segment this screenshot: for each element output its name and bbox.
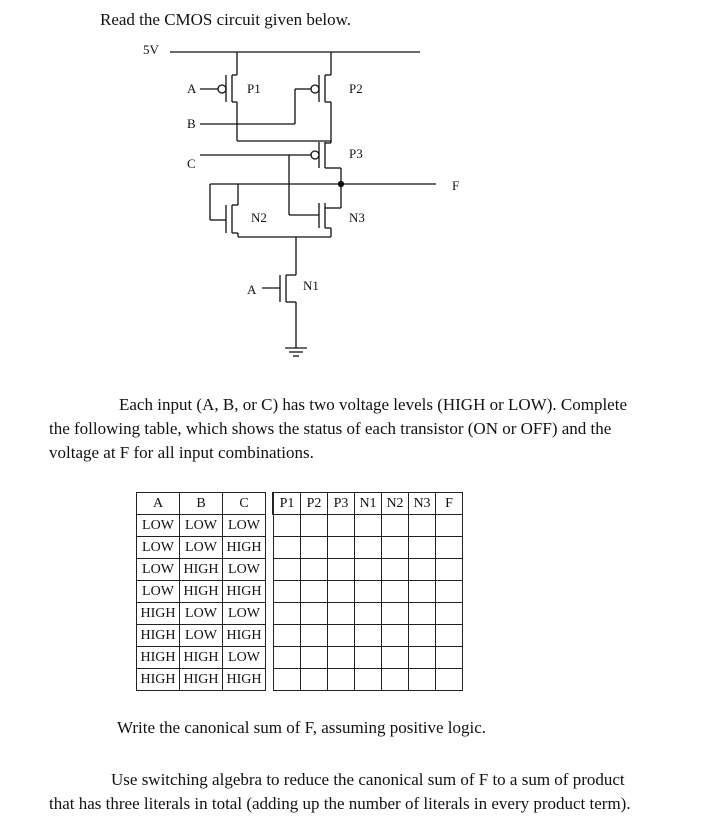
table-cell-blank[interactable]: [301, 669, 328, 691]
table-cell-blank[interactable]: [328, 515, 355, 537]
table-cell-input: LOW: [223, 515, 266, 537]
table-cell-input: LOW: [180, 537, 223, 559]
input-b-label: B: [187, 116, 196, 131]
table-cell-input: LOW: [137, 515, 180, 537]
n2-label: N2: [251, 210, 267, 225]
table-cell-blank[interactable]: [301, 581, 328, 603]
table-cell-input: LOW: [223, 603, 266, 625]
transistor-p3: [311, 141, 363, 208]
table-cell-blank[interactable]: [382, 581, 409, 603]
table-cell-input: LOW: [180, 625, 223, 647]
table-cell-input: HIGH: [137, 603, 180, 625]
table-cell-blank[interactable]: [355, 669, 382, 691]
table-cell-input: HIGH: [180, 647, 223, 669]
table-cell-blank[interactable]: [301, 647, 328, 669]
table-cell-blank[interactable]: [273, 515, 301, 537]
table-cell-input: LOW: [223, 559, 266, 581]
table-cell-input: HIGH: [223, 537, 266, 559]
instructions-line-3: voltage at F for all input combinations.: [49, 443, 314, 462]
table-cell-input: HIGH: [223, 625, 266, 647]
table-cell-input: HIGH: [180, 581, 223, 603]
table-cell-blank[interactable]: [355, 581, 382, 603]
header-p2: P2: [301, 493, 328, 515]
intro-text: Read the CMOS circuit given below.: [100, 10, 352, 29]
table-cell-input: LOW: [137, 559, 180, 581]
table-cell-blank[interactable]: [436, 647, 463, 669]
table-cell-input: HIGH: [137, 669, 180, 691]
table-cell-blank[interactable]: [328, 537, 355, 559]
table-cell-blank[interactable]: [355, 647, 382, 669]
output-f-label: F: [452, 178, 460, 193]
table-cell-input: LOW: [180, 603, 223, 625]
table-cell-input: HIGH: [180, 559, 223, 581]
header-c: C: [223, 493, 266, 515]
n1-input-a-label: A: [247, 282, 257, 297]
table-cell-blank[interactable]: [382, 559, 409, 581]
table-cell-blank[interactable]: [436, 625, 463, 647]
p3-label: P3: [349, 146, 363, 161]
table-cell-blank[interactable]: [436, 537, 463, 559]
table-cell-blank[interactable]: [328, 603, 355, 625]
table-row: [137, 625, 463, 647]
table-cell-blank[interactable]: [355, 537, 382, 559]
header-f: F: [436, 493, 463, 515]
ground-icon: [285, 348, 307, 356]
table-cell-input: HIGH: [223, 669, 266, 691]
transistor-p1: [187, 52, 261, 124]
header-b: B: [180, 493, 223, 515]
table-row: [137, 603, 463, 625]
transistor-n2: [210, 184, 267, 237]
table-cell-input: HIGH: [223, 581, 266, 603]
table-cell-blank[interactable]: [328, 559, 355, 581]
p1-label: P1: [247, 81, 261, 96]
n1-label: N1: [303, 278, 319, 293]
table-cell-blank[interactable]: [382, 537, 409, 559]
transistor-n1: [247, 265, 319, 348]
input-c-label: C: [187, 156, 196, 171]
table-row: [137, 647, 463, 669]
table-cell-blank[interactable]: [436, 669, 463, 691]
table-cell-blank[interactable]: [273, 581, 301, 603]
instructions-line-1: Each input (A, B, or C) has two voltage levels (HIGH or LOW). Complete: [119, 395, 627, 414]
header-n1: N1: [355, 493, 382, 515]
question-reduce-line-1: Use switching algebra to reduce the canonical sum of F to a sum of product: [111, 770, 625, 789]
table-cell-input: LOW: [137, 581, 180, 603]
table-cell-blank[interactable]: [382, 647, 409, 669]
table-cell-blank[interactable]: [409, 669, 436, 691]
header-n3: N3: [409, 493, 436, 515]
table-cell-blank[interactable]: [273, 625, 301, 647]
table-cell-blank[interactable]: [301, 515, 328, 537]
transistor-p2: [295, 52, 363, 141]
table-cell-blank[interactable]: [301, 625, 328, 647]
table-cell-blank[interactable]: [328, 581, 355, 603]
table-cell-blank[interactable]: [436, 603, 463, 625]
header-p3: P3: [328, 493, 355, 515]
table-cell-blank[interactable]: [328, 647, 355, 669]
supply-label: 5V: [143, 42, 159, 57]
question-reduce-line-2: that has three literals in total (adding up the number of literals in every product term).: [49, 794, 631, 813]
table-cell-input: LOW: [137, 537, 180, 559]
table-cell-blank[interactable]: [273, 537, 301, 559]
table-cell-blank[interactable]: [409, 515, 436, 537]
p2-label: P2: [349, 81, 363, 96]
table-cell-input: HIGH: [180, 669, 223, 691]
question-canonical-sum: Write the canonical sum of F, assuming positive logic.: [117, 718, 487, 737]
table-cell-blank[interactable]: [301, 559, 328, 581]
table-cell-blank[interactable]: [382, 515, 409, 537]
output-junction: [339, 182, 344, 187]
table-cell-blank[interactable]: [382, 603, 409, 625]
table-cell-blank[interactable]: [355, 515, 382, 537]
question-reduce: [49, 768, 631, 816]
table-cell-blank[interactable]: [436, 515, 463, 537]
table-cell-blank[interactable]: [273, 559, 301, 581]
table-cell-blank[interactable]: [409, 581, 436, 603]
input-a-label: A: [187, 81, 197, 96]
table-cell-blank[interactable]: [409, 647, 436, 669]
table-row: [137, 581, 463, 603]
table-cell-blank[interactable]: [328, 669, 355, 691]
transistor-n3: [289, 155, 365, 237]
table-cell-blank[interactable]: [409, 625, 436, 647]
table-cell-blank[interactable]: [328, 625, 355, 647]
table-cell-blank[interactable]: [355, 559, 382, 581]
table-cell-blank[interactable]: [355, 603, 382, 625]
table-cell-blank[interactable]: [273, 603, 301, 625]
table-cell-blank[interactable]: [436, 581, 463, 603]
table-cell-blank[interactable]: [301, 537, 328, 559]
table-row: [137, 537, 463, 559]
table-row: [137, 669, 463, 691]
table-cell-input: HIGH: [137, 625, 180, 647]
table-cell-input: LOW: [223, 647, 266, 669]
table-cell-blank[interactable]: [273, 669, 301, 691]
table-row: [137, 515, 463, 537]
n3-label: N3: [349, 210, 365, 225]
instructions-line-2: the following table, which shows the status of each transistor (ON or OFF) and the: [49, 419, 612, 438]
table-cell-blank[interactable]: [382, 625, 409, 647]
table-cell-blank[interactable]: [409, 603, 436, 625]
table-cell-blank[interactable]: [273, 647, 301, 669]
truth-table: [136, 492, 463, 691]
table-cell-blank[interactable]: [301, 603, 328, 625]
header-p1: P1: [273, 493, 301, 515]
truth-table-header: [137, 493, 463, 515]
header-a: A: [137, 493, 180, 515]
cmos-circuit-diagram: [0, 0, 720, 390]
table-cell-blank[interactable]: [436, 559, 463, 581]
header-n2: N2: [382, 493, 409, 515]
table-row: [137, 559, 463, 581]
table-cell-blank[interactable]: [382, 669, 409, 691]
table-cell-blank[interactable]: [409, 559, 436, 581]
table-cell-input: LOW: [180, 515, 223, 537]
table-cell-input: HIGH: [137, 647, 180, 669]
table-cell-blank[interactable]: [409, 537, 436, 559]
instructions-paragraph: [49, 393, 627, 465]
table-cell-blank[interactable]: [355, 625, 382, 647]
